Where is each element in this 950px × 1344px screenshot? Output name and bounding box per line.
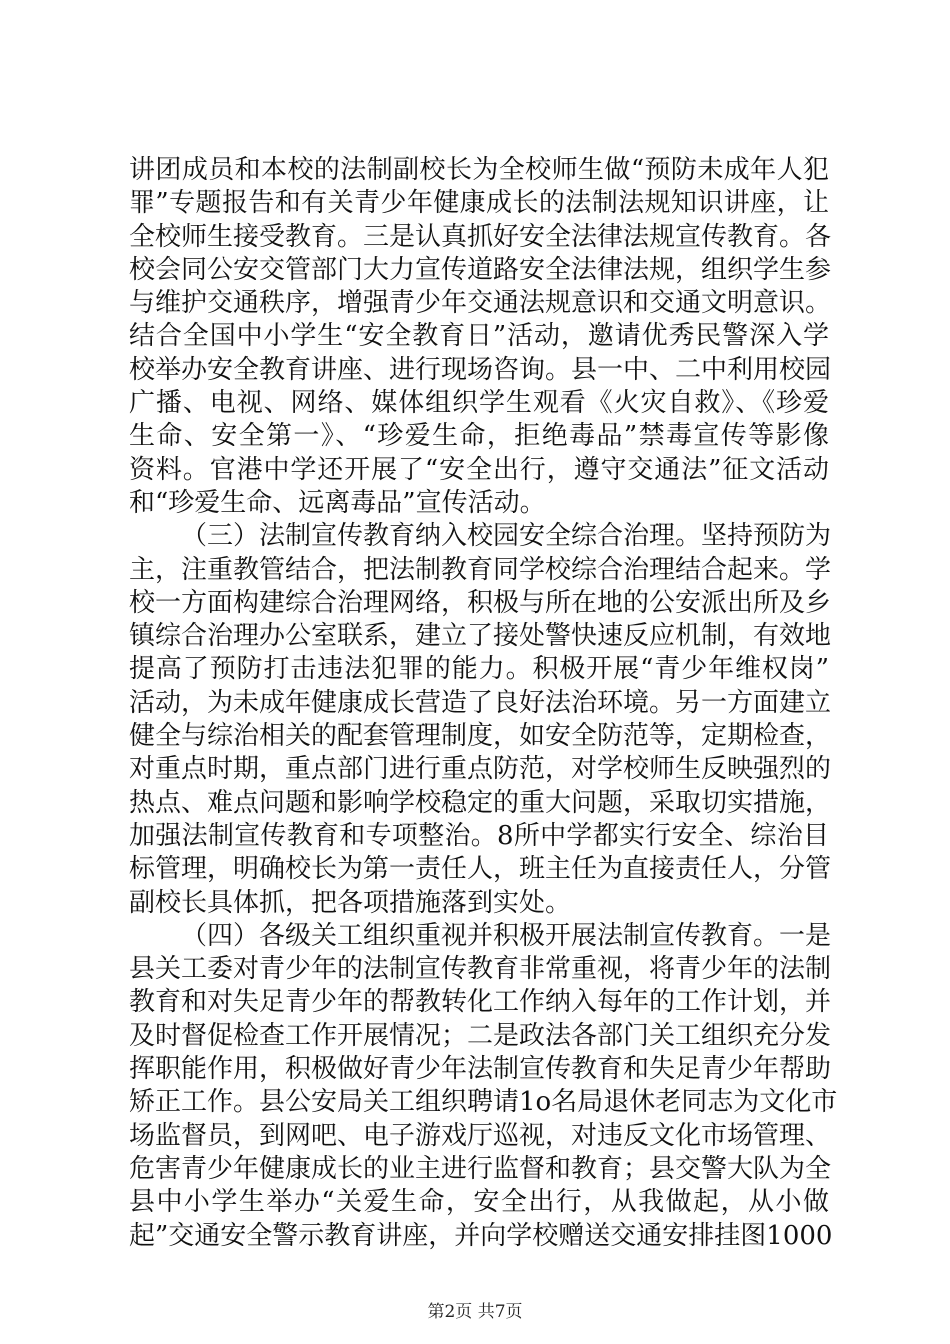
text-line: 热点、难点问题和影响学校稳定的重大问题，采取切实措施， xyxy=(129,787,832,818)
text-line: 加强法制宣传教育和专项整治。8所中学都实行安全、综治目 xyxy=(129,820,829,851)
text-line: 校一方面构建综合治理网络，积极与所在地的公安派出所及乡 xyxy=(129,587,832,618)
text-line: 讲团成员和本校的法制副校长为全校师生做“预防未成年人犯 xyxy=(129,155,829,185)
text-line: 广播、电视、网络、媒体组织学生观看《火灾自救》、《珍爱 xyxy=(129,388,829,419)
text-line: 及时督促检查工作开展情况；二是政法各部门关工组织充分发 xyxy=(129,1020,832,1051)
text-line: 挥职能作用，积极做好青少年法制宣传教育和失足青少年帮助 xyxy=(129,1054,832,1085)
paragraph-heading-3: （三）法制宣传教育纳入校园安全综合治理。坚持预防为 xyxy=(181,521,832,552)
text-line: 县中小学生举办“关爱生命，安全出行，从我做起，从小做 xyxy=(129,1187,829,1218)
text-line: 矫正工作。县公安局关工组织聘请1o名局退休老同志为文化市 xyxy=(129,1087,838,1118)
paragraph-heading-4: （四）各级关工组织重视并积极开展法制宣传教育。一是 xyxy=(181,920,832,951)
text-line: 提高了预防打击违法犯罪的能力。积极开展“青少年维权岗” xyxy=(129,654,829,685)
text-line: 镇综合治理办公室联系，建立了接处警快速反应机制，有效地 xyxy=(129,621,832,652)
text-line: 全校师生接受教育。三是认真抓好安全法律法规宣传教育。各 xyxy=(129,221,832,252)
text-line: 生命、安全第一》、“珍爱生命，拒绝毒品”禁毒宣传等影像 xyxy=(129,421,829,452)
text-line: 健全与综治相关的配套管理制度，如安全防范等，定期检查， xyxy=(129,721,832,752)
text-line: 与维护交通秩序，增强青少年交通法规意识和交通文明意识。 xyxy=(129,288,832,319)
text-line: 资料。官港中学还开展了“安全出行，遵守交通法”征文活动 xyxy=(129,454,829,485)
body-text xyxy=(129,154,838,1253)
text-line: 校举办安全教育讲座、进行现场咨询。县一中、二中利用校园 xyxy=(129,354,832,385)
text-line: 对重点时期，重点部门进行重点防范，对学校师生反映强烈的 xyxy=(129,754,832,785)
text-line: 活动，为未成年健康成长营造了良好法治环境。另一方面建立 xyxy=(129,687,832,718)
text-line: 标管理，明确校长为第一责任人，班主任为直接责任人，分管 xyxy=(129,854,832,885)
text-line: 结合全国中小学生“安全教育日”活动，邀请优秀民警深入学 xyxy=(129,321,829,352)
text-line: 副校长具体抓，把各项措施落到实处。 xyxy=(129,887,572,918)
text-line: 罪”专题报告和有关青少年健康成长的法制法规知识讲座，让 xyxy=(129,188,829,219)
page-footer: 第2页 共7页 xyxy=(427,1302,523,1322)
text-line: 危害青少年健康成长的业主进行监督和教育；县交警大队为全 xyxy=(129,1153,832,1184)
text-line: 主，注重教管结合，把法制教育同学校综合治理结合起来。学 xyxy=(129,554,832,585)
text-line: 起”交通安全警示教育讲座，并向学校赠送交通安排挂图1000 xyxy=(129,1220,833,1251)
text-line: 教育和对失足青少年的帮教转化工作纳入每年的工作计划，并 xyxy=(129,987,832,1018)
text-line: 场监督员，到网吧、电子游戏厅巡视，对违反文化市场管理、 xyxy=(129,1120,832,1151)
text-line: 县关工委对青少年的法制宣传教育非常重视，将青少年的法制 xyxy=(129,954,832,985)
text-line: 和“珍爱生命、远离毒品”宣传活动。 xyxy=(129,487,546,518)
text-line: 校会同公安交管部门大力宣传道路安全法律法规，组织学生参 xyxy=(129,254,832,285)
